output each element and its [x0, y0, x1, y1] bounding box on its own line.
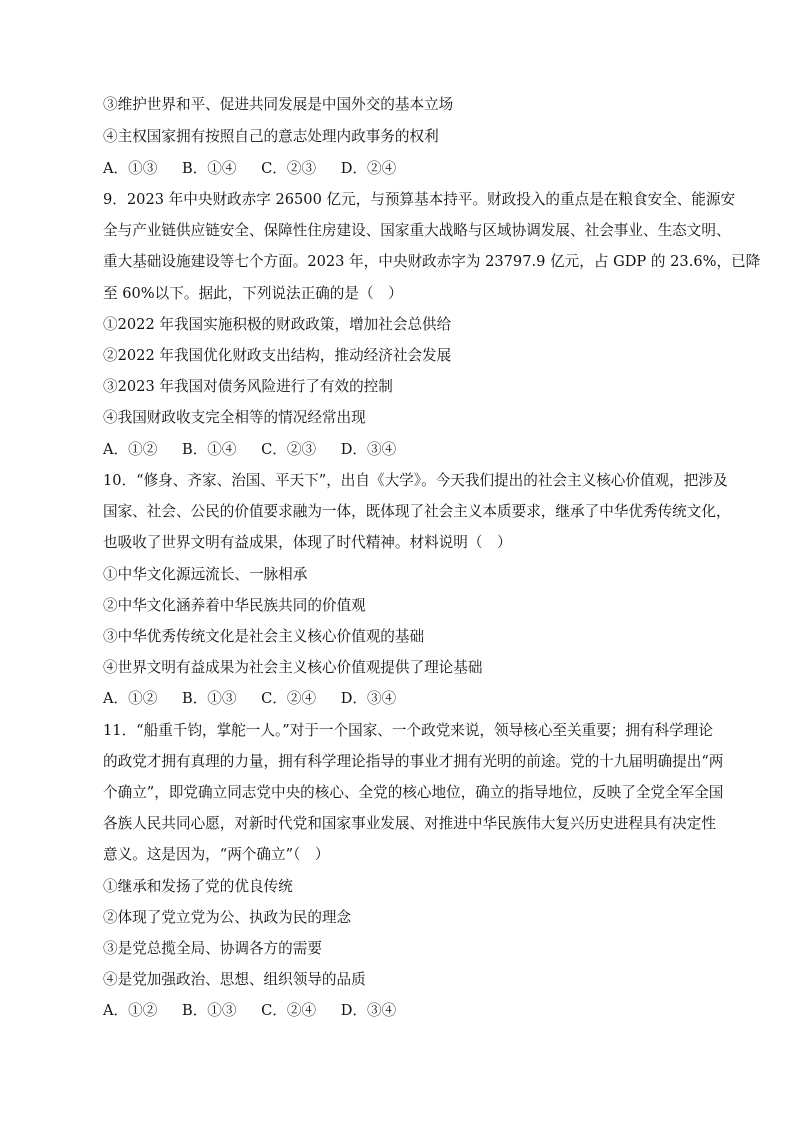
q11-stem-line-5: 意义。这是因为，“两个确立”（ ）	[103, 846, 330, 863]
q8-choice-c: C．②③	[261, 160, 317, 177]
q8-option-3: ③维护世界和平、促进共同发展是中国外交的基本立场	[103, 96, 454, 113]
q11-choice-d: D．③④	[340, 1002, 397, 1019]
q10-choice-a: A．①②	[103, 690, 158, 707]
q11-stem-line-3: 个确立”，即党确立同志党中央的核心、全党的核心地位，确立的指导地位，反映了全党全军全国	[103, 784, 724, 801]
q8-choice-b: B．①④	[181, 160, 237, 177]
q9-choice-d: D．③④	[340, 441, 397, 458]
q10-stem-line-3: 也吸收了世界文明有益成果，体现了时代精神。材料说明（ ）	[103, 534, 512, 551]
q11-option-4: ④是党加强政治、思想、组织领导的品质	[103, 971, 366, 988]
q9-choices	[103, 440, 396, 460]
q10-stem-line-1: 10．“修身、齐家、治国、平天下”，出自《大学》。今天我们提出的社会主义核心价值观，把涉及	[103, 472, 728, 489]
q10-choice-c: C．②④	[261, 690, 317, 707]
q11-choice-c: C．②④	[261, 1002, 317, 1019]
q9-option-2: ②2022 年我国优化财政支出结构，推动经济社会发展	[103, 347, 452, 364]
q9-stem-line-1: 9．2023 年中央财政赤字 26500 亿元，与预算基本持平。财政投入的重点是在粮食安全、能源安	[103, 191, 736, 208]
q9-choice-a: A．①②	[103, 441, 158, 458]
q9-stem-line-2: 全与产业链供应链安全、保障性住房建设、国家重大战略与区域协调发展、社会事业、生态文明、	[103, 222, 731, 239]
q11-stem-line-2: 的政党才拥有真理的力量，拥有科学理论指导的事业才拥有光明的前途。党的十九届明确提出“两	[103, 753, 724, 770]
q8-choice-a: A．①③	[103, 160, 158, 177]
q11-option-2: ②体现了党立党为公、执政为民的理念	[103, 909, 352, 926]
q8-option-4: ④主权国家拥有按照自己的意志处理内政事务的权利	[103, 128, 439, 145]
q10-option-4: ④世界文明有益成果为社会主义核心价值观提供了理论基础	[103, 659, 483, 676]
q10-stem-line-2: 国家、社会、公民的价值要求融为一体，既体现了社会主义本质要求，继承了中华优秀传统文化，	[103, 503, 731, 520]
q10-option-3: ③中华优秀传统文化是社会主义核心价值观的基础	[103, 628, 425, 645]
q11-choice-b: B．①③	[181, 1002, 237, 1019]
q10-choices	[103, 689, 396, 709]
q9-option-4: ④我国财政收支完全相等的情况经常出现	[103, 409, 366, 426]
q9-option-1: ①2022 年我国实施积极的财政政策，增加社会总供给	[103, 316, 452, 333]
q8-choice-d: D．②④	[340, 160, 397, 177]
q10-option-1: ①中华文化源远流长、一脉相承	[103, 566, 308, 583]
q9-option-3: ③2023 年我国对债务风险进行了有效的控制	[103, 378, 393, 395]
q10-choice-b: B．①③	[181, 690, 237, 707]
q11-option-3: ③是党总揽全局、协调各方的需要	[103, 940, 322, 957]
q9-choice-b: B．①④	[181, 441, 237, 458]
q11-stem-line-1: 11．“船重千钧，掌舵一人。”对于一个国家、一个政党来说，领导核心至关重要；拥有科学理论	[103, 722, 713, 739]
q9-choice-c: C．②③	[261, 441, 317, 458]
q11-choice-a: A．①②	[103, 1002, 158, 1019]
q11-stem-line-4: 各族人民共同心愿，对新时代党和国家事业发展、对推进中华民族伟大复兴历史进程具有决定性	[103, 815, 716, 832]
q11-choices	[103, 1001, 396, 1021]
q10-option-2: ②中华文化涵养着中华民族共同的价值观	[103, 597, 366, 614]
q10-choice-d: D．③④	[340, 690, 397, 707]
q9-stem-line-3: 重大基础设施建设等七个方面。2023 年，中央财政赤字为 23797.9 亿元，占 GDP 的 23.6%，已降	[103, 253, 761, 270]
q11-option-1: ①继承和发扬了党的优良传统	[103, 878, 293, 895]
q8-choices	[103, 159, 396, 179]
q9-stem-line-4: 至 60%以下。据此，下列说法正确的是（ ）	[103, 285, 403, 302]
